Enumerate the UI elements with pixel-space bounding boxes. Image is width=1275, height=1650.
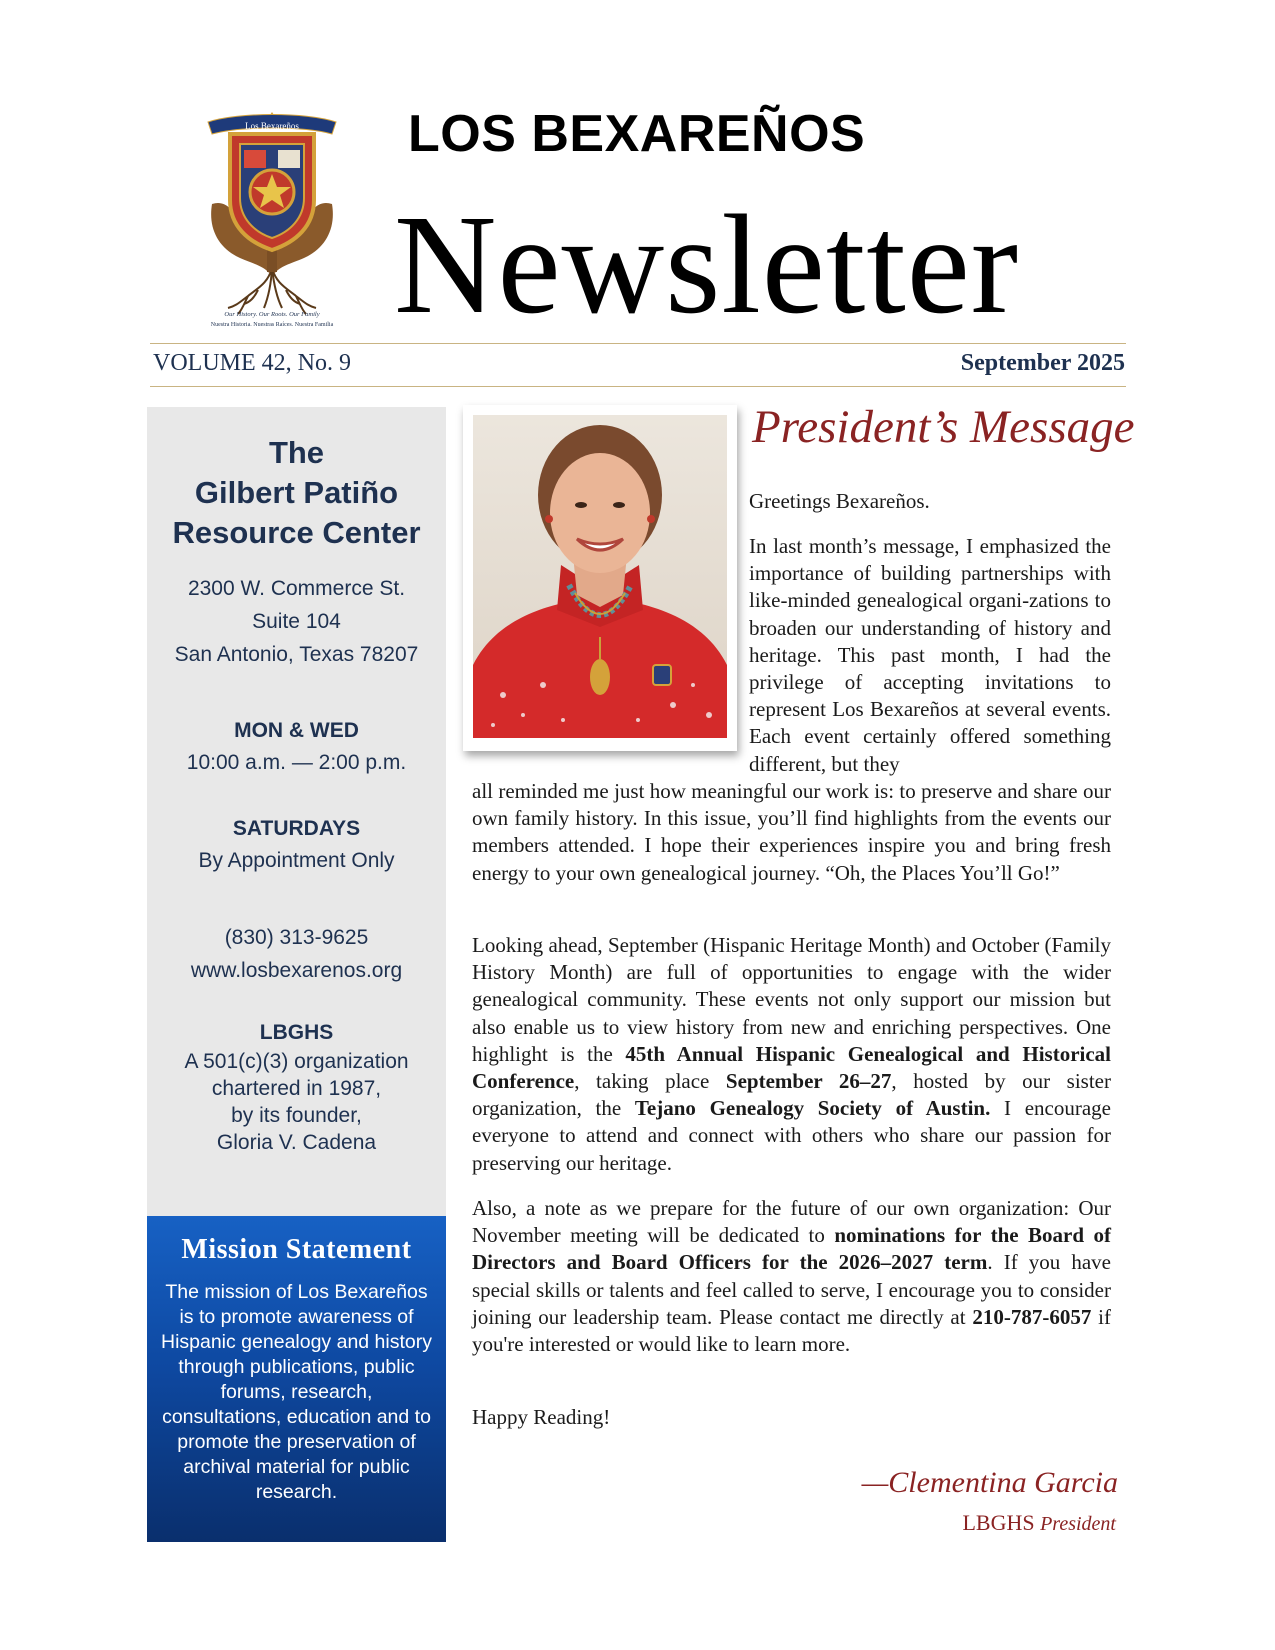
logo-motto-es: Nuestra Historia. Nuestras Raíces. Nuestra Familia xyxy=(210,322,334,328)
newsletter-title: Newsletter xyxy=(394,185,1020,343)
resource-center-address xyxy=(147,572,446,671)
contact-phone: 210-787-6057 xyxy=(972,1304,1092,1329)
address-line: Suite 104 xyxy=(252,610,341,633)
org-line: A 501(c)(3) organization xyxy=(184,1050,409,1073)
president-role xyxy=(962,1510,1116,1536)
resource-center-title xyxy=(147,433,446,553)
phone-number: (830) 313-9625 xyxy=(224,926,369,949)
hours-text: 10:00 a.m. — 2:00 p.m. xyxy=(186,751,407,774)
conference-name: 45th Annual Hispanic Genealogical and Historical Conference xyxy=(472,1041,1112,1094)
publication-name: LOS BEXAREÑOS xyxy=(408,105,866,163)
president-photo-frame xyxy=(463,405,737,751)
paragraph-text: if you're interested or would like to learn more. xyxy=(472,1304,1111,1357)
role-title: President xyxy=(1040,1513,1116,1535)
masthead-rule-top xyxy=(150,343,1126,344)
president-signature: —Clementina Garcia xyxy=(861,1466,1118,1499)
org-line: chartered in 1987, xyxy=(211,1077,382,1100)
address-line: San Antonio, Texas 78207 xyxy=(174,643,419,666)
volume-number: VOLUME 42, No. 9 xyxy=(153,350,351,376)
host-organization: Tejano Genealogy Society of Austin. xyxy=(634,1096,991,1121)
mission-text: The mission of Los Bexareños is to promote awareness of Hispanic genealogy and history through publications, public forums, research, consultations, education and to promote the preservation of archival material for public research. xyxy=(160,1281,432,1503)
paragraph-text: , hosted by our sister organization, the xyxy=(472,1069,1111,1121)
website-link[interactable]: www.losbexarenos.org xyxy=(190,959,403,982)
conference-dates: September 26–27 xyxy=(725,1069,892,1094)
article-title: President’s Message xyxy=(752,401,1135,453)
org-line: Gloria V. Cadena xyxy=(216,1131,377,1154)
mission-title: Mission Statement xyxy=(181,1234,412,1265)
org-heading: LBGHS xyxy=(259,1021,334,1044)
mission-statement-box xyxy=(147,1216,446,1542)
paragraph-text: Looking ahead, September (Hispanic Heritage Month) and October (Family History Month) are full of opportunities to engage with the wider genealogical community. These events not only support our mission but also enable us to view history from new and enriching perspectives. One highlight is the xyxy=(472,933,1111,1066)
article-paragraph xyxy=(472,932,1111,1177)
logo-banner-text: Los Bexareños xyxy=(245,121,299,131)
logo-motto-en: Our History. Our Roots. Our Family xyxy=(224,311,320,318)
paragraph-text: , taking place xyxy=(574,1069,726,1094)
article-paragraph: all reminded me just how meaningful our work is: to preserve and share our own family history. In this issue, you’ll find highlights from the events our members attended. I hope their experiences inspire you and bring fresh energy to your own genealogical journey. “Oh, the Places You’ll Go!” xyxy=(472,779,1111,885)
article-greeting: Greetings Bexareños. xyxy=(749,489,930,513)
society-crest-logo xyxy=(178,108,366,330)
masthead-rule-bottom xyxy=(150,386,1126,387)
saturday-heading: SATURDAYS xyxy=(232,817,361,840)
article-paragraph xyxy=(472,1195,1111,1358)
president-portrait-photo xyxy=(473,415,727,738)
resource-center-title-line: Gilbert Patiño xyxy=(194,475,399,510)
resource-center-sidebar xyxy=(147,407,446,1217)
role-org: LBGHS xyxy=(962,1510,1035,1535)
org-line: by its founder, xyxy=(231,1104,362,1127)
resource-center-title-line: The xyxy=(268,435,325,470)
paragraph-text: Also, a note as we prepare for the future of our own organization: Our November meeting will be dedicated to xyxy=(472,1196,1111,1248)
paragraph-text: . If you have special skills or talents and feel called to serve, I encourage you to consider joining our leadership team. Please contact me directly at xyxy=(472,1250,1112,1329)
hours-heading: MON & WED xyxy=(234,719,359,742)
issue-date: September 2025 xyxy=(960,350,1125,376)
address-line: 2300 W. Commerce St. xyxy=(187,577,406,600)
paragraph-text: I encourage everyone to attend and connect with others who share our passion for preserving our heritage. xyxy=(472,1096,1111,1175)
article-paragraph: In last month’s message, I emphasized the importance of building partnerships with like-minded genealogical organi-zations to broaden our understanding of history and heritage. This past month, I had the privilege of accepting invitations to represent Los Bexareños at several events. Each event certainly offered something different, but they xyxy=(749,534,1111,776)
saturday-text: By Appointment Only xyxy=(198,849,395,872)
article-closing: Happy Reading! xyxy=(472,1405,611,1429)
org-description xyxy=(147,1048,446,1156)
nominations-note: nominations for the Board of Directors and Board Officers for the 2026–2027 term xyxy=(472,1223,1111,1275)
resource-center-title-line: Resource Center xyxy=(172,515,421,550)
